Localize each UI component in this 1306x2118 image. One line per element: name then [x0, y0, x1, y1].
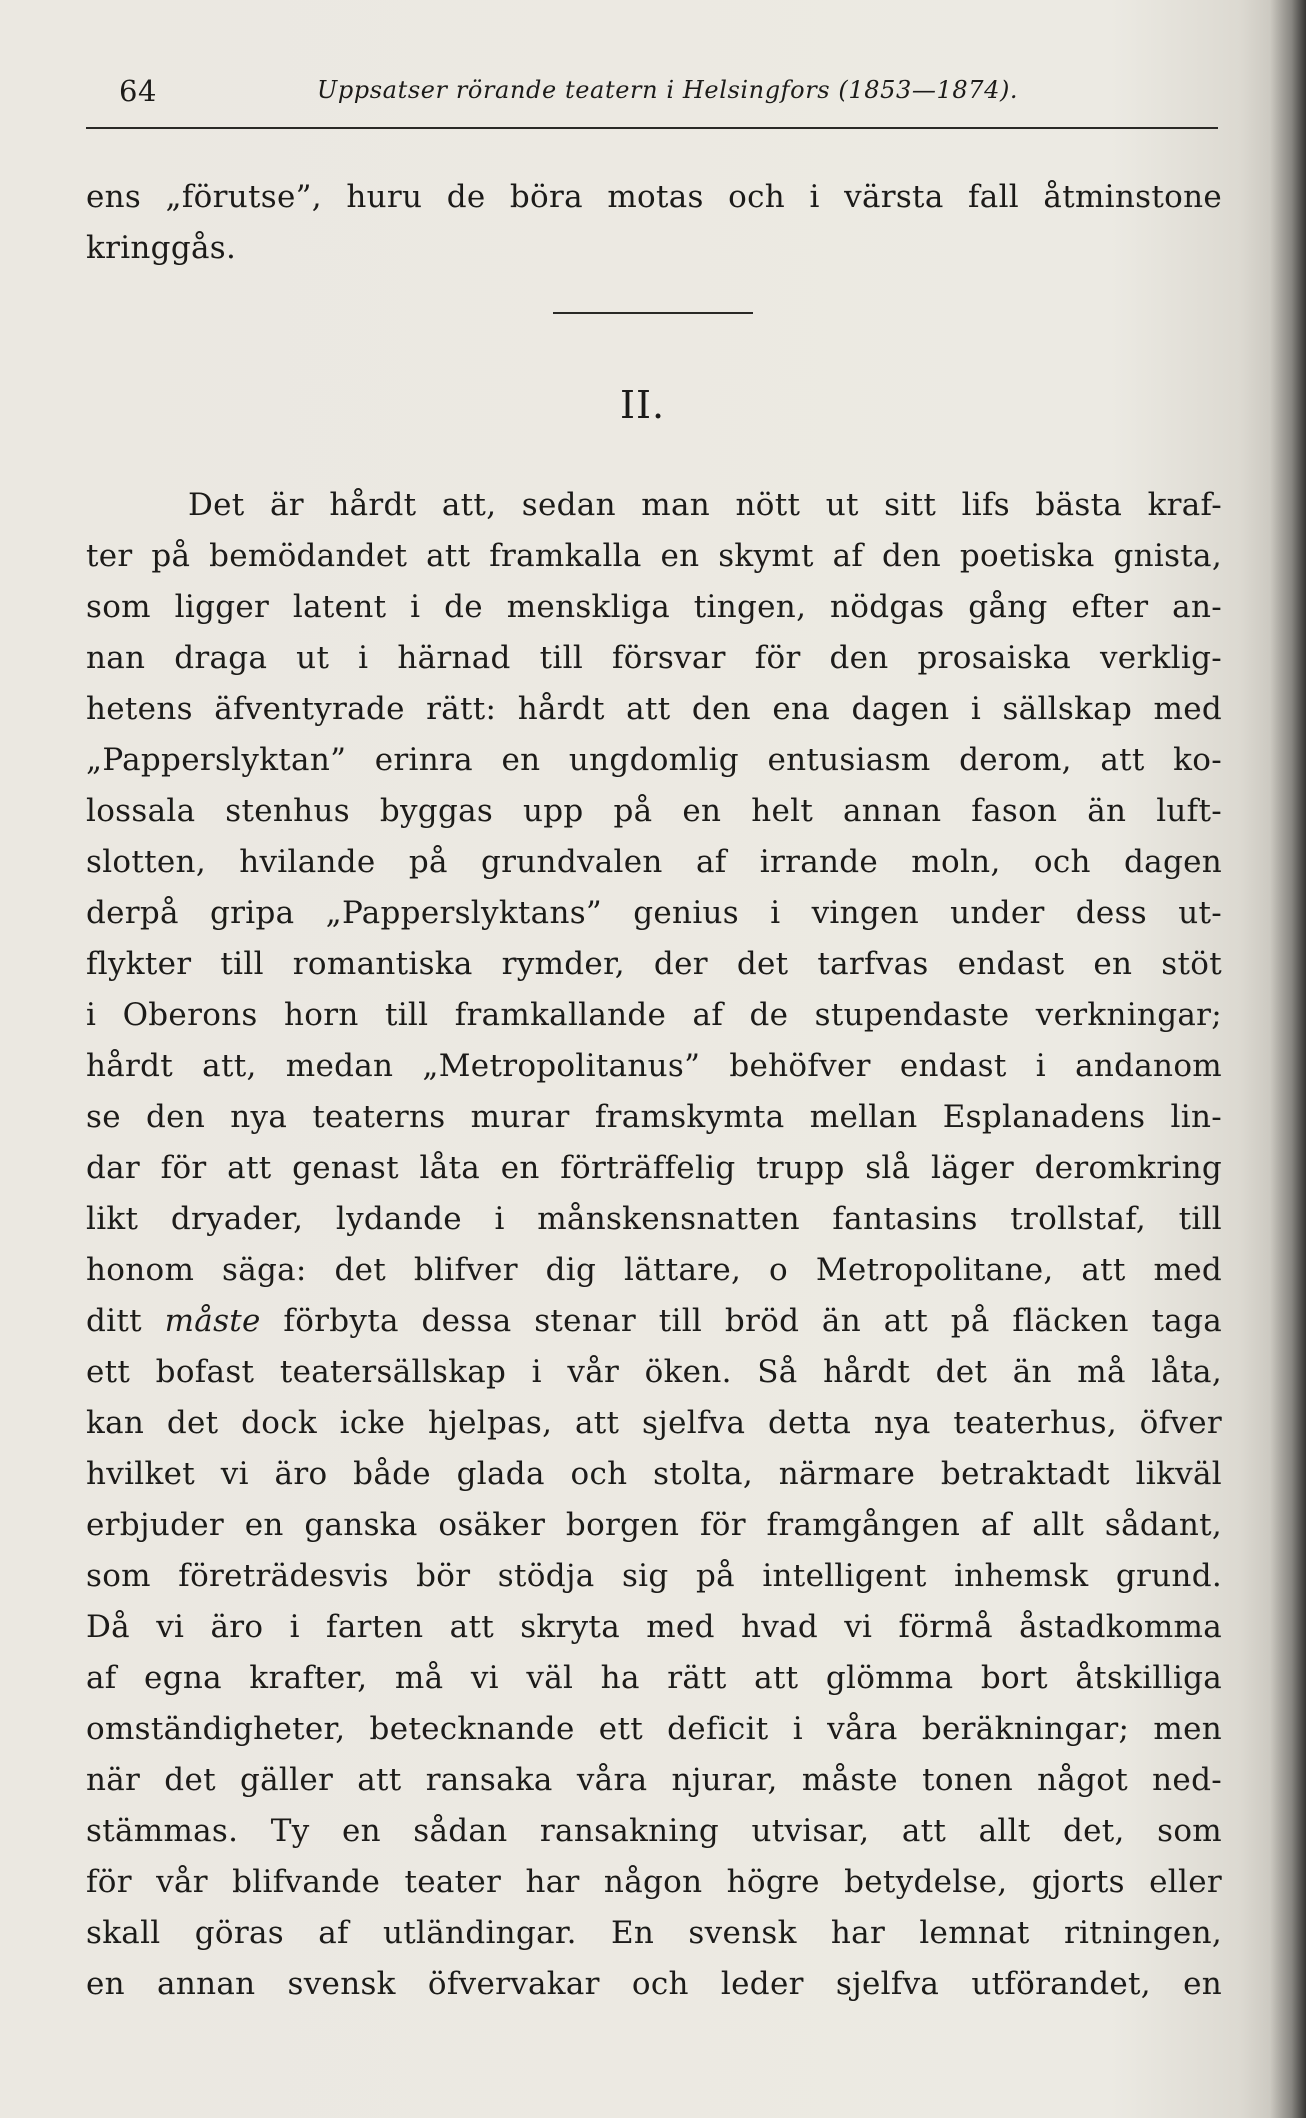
section-number: II.	[620, 383, 666, 427]
text-line: Det är hårdt att, sedan man nött ut sitt lifs bästa kraf-	[188, 487, 1222, 523]
running-title: Uppsatser rörande teatern i Helsingfors (1853—1874).	[317, 76, 1019, 104]
text-line: lossala stenhus byggas upp på en helt annan fason än luft-	[86, 793, 1222, 829]
text-line-with-emphasis	[86, 1296, 1222, 1347]
text-line: kringgås.	[86, 230, 237, 266]
text-line: hårdt att, medan „Metropolitanus” behöfver endast i andanom	[86, 1048, 1222, 1084]
text-line: när det gäller att ransaka våra njurar, måste tonen något ned-	[86, 1762, 1222, 1798]
text-line: skall göras af utländingar. En svensk har lemnat ritningen,	[86, 1915, 1222, 1951]
text-line: honom säga: det blifver dig lättare, o Metropolitane, att med	[86, 1252, 1222, 1288]
text-line: i Oberons horn till framkallande af de stupendaste verkningar;	[86, 997, 1222, 1033]
text-line: se den nya teaterns murar framskymta mellan Esplanadens lin-	[86, 1099, 1222, 1135]
text-line: likt dryader, lydande i månskensnatten fantasins trollstaf, till	[86, 1201, 1222, 1237]
text-fragment: förbyta dessa stenar till bröd än att på fläcken taga	[260, 1303, 1222, 1339]
page-number: 64	[119, 74, 157, 108]
text-line: ter på bemödandet att framkalla en skymt af den poetiska gnista,	[86, 538, 1222, 574]
section-divider	[553, 312, 753, 314]
emphasized-word: måste	[164, 1303, 261, 1339]
text-line: derpå gripa „Papperslyktans” genius i vingen under dess ut-	[86, 895, 1222, 931]
text-line: slotten, hvilande på grundvalen af irrande moln, och dagen	[86, 844, 1222, 880]
text-line: nan draga ut i härnad till försvar för den prosaiska verklig-	[86, 640, 1222, 676]
text-fragment: ditt	[86, 1303, 165, 1339]
text-line: ett bofast teatersällskap i vår öken. Så hårdt det än må låta,	[86, 1354, 1222, 1390]
text-line: omständigheter, betecknande ett deficit i våra beräkningar; men	[86, 1711, 1222, 1747]
text-line: Då vi äro i farten att skryta med hvad vi förmå åstadkomma	[86, 1609, 1222, 1645]
text-line: af egna krafter, må vi väl ha rätt att glömma bort åtskilliga	[86, 1660, 1222, 1696]
text-line: en annan svensk öfvervakar och leder sjelfva utförandet, en	[86, 1966, 1222, 2002]
text-line: dar för att genast låta en förträffelig trupp slå läger deromkring	[86, 1150, 1222, 1186]
text-line: som företrädesvis bör stödja sig på intelligent inhemsk grund.	[86, 1558, 1222, 1594]
header-rule	[86, 127, 1218, 129]
page-header	[86, 66, 1221, 116]
text-line: som ligger latent i de menskliga tingen, nödgas gång efter an-	[86, 589, 1222, 625]
continuation-text	[86, 172, 1222, 274]
text-line: ens „förutse”, huru de böra motas och i värsta fall åtminstone	[86, 179, 1222, 215]
page-edge-shadow	[1270, 0, 1306, 2118]
text-line: för vår blifvande teater har någon högre betydelse, gjorts eller	[86, 1864, 1222, 1900]
body-paragraph	[86, 480, 1222, 2010]
text-line: kan det dock icke hjelpas, att sjelfva detta nya teaterhus, öfver	[86, 1405, 1222, 1441]
text-line: „Papperslyktan” erinra en ungdomlig entusiasm derom, att ko-	[86, 742, 1222, 778]
text-line: stämmas. Ty en sådan ransakning utvisar, att allt det, som	[86, 1813, 1222, 1849]
text-line: flykter till romantiska rymder, der det tarfvas endast en stöt	[86, 946, 1222, 982]
text-line: hvilket vi äro både glada och stolta, närmare betraktadt likväl	[86, 1456, 1222, 1492]
text-line: hetens äfventyrade rätt: hårdt att den ena dagen i sällskap med	[86, 691, 1222, 727]
text-line: erbjuder en ganska osäker borgen för framgången af allt sådant,	[86, 1507, 1222, 1543]
